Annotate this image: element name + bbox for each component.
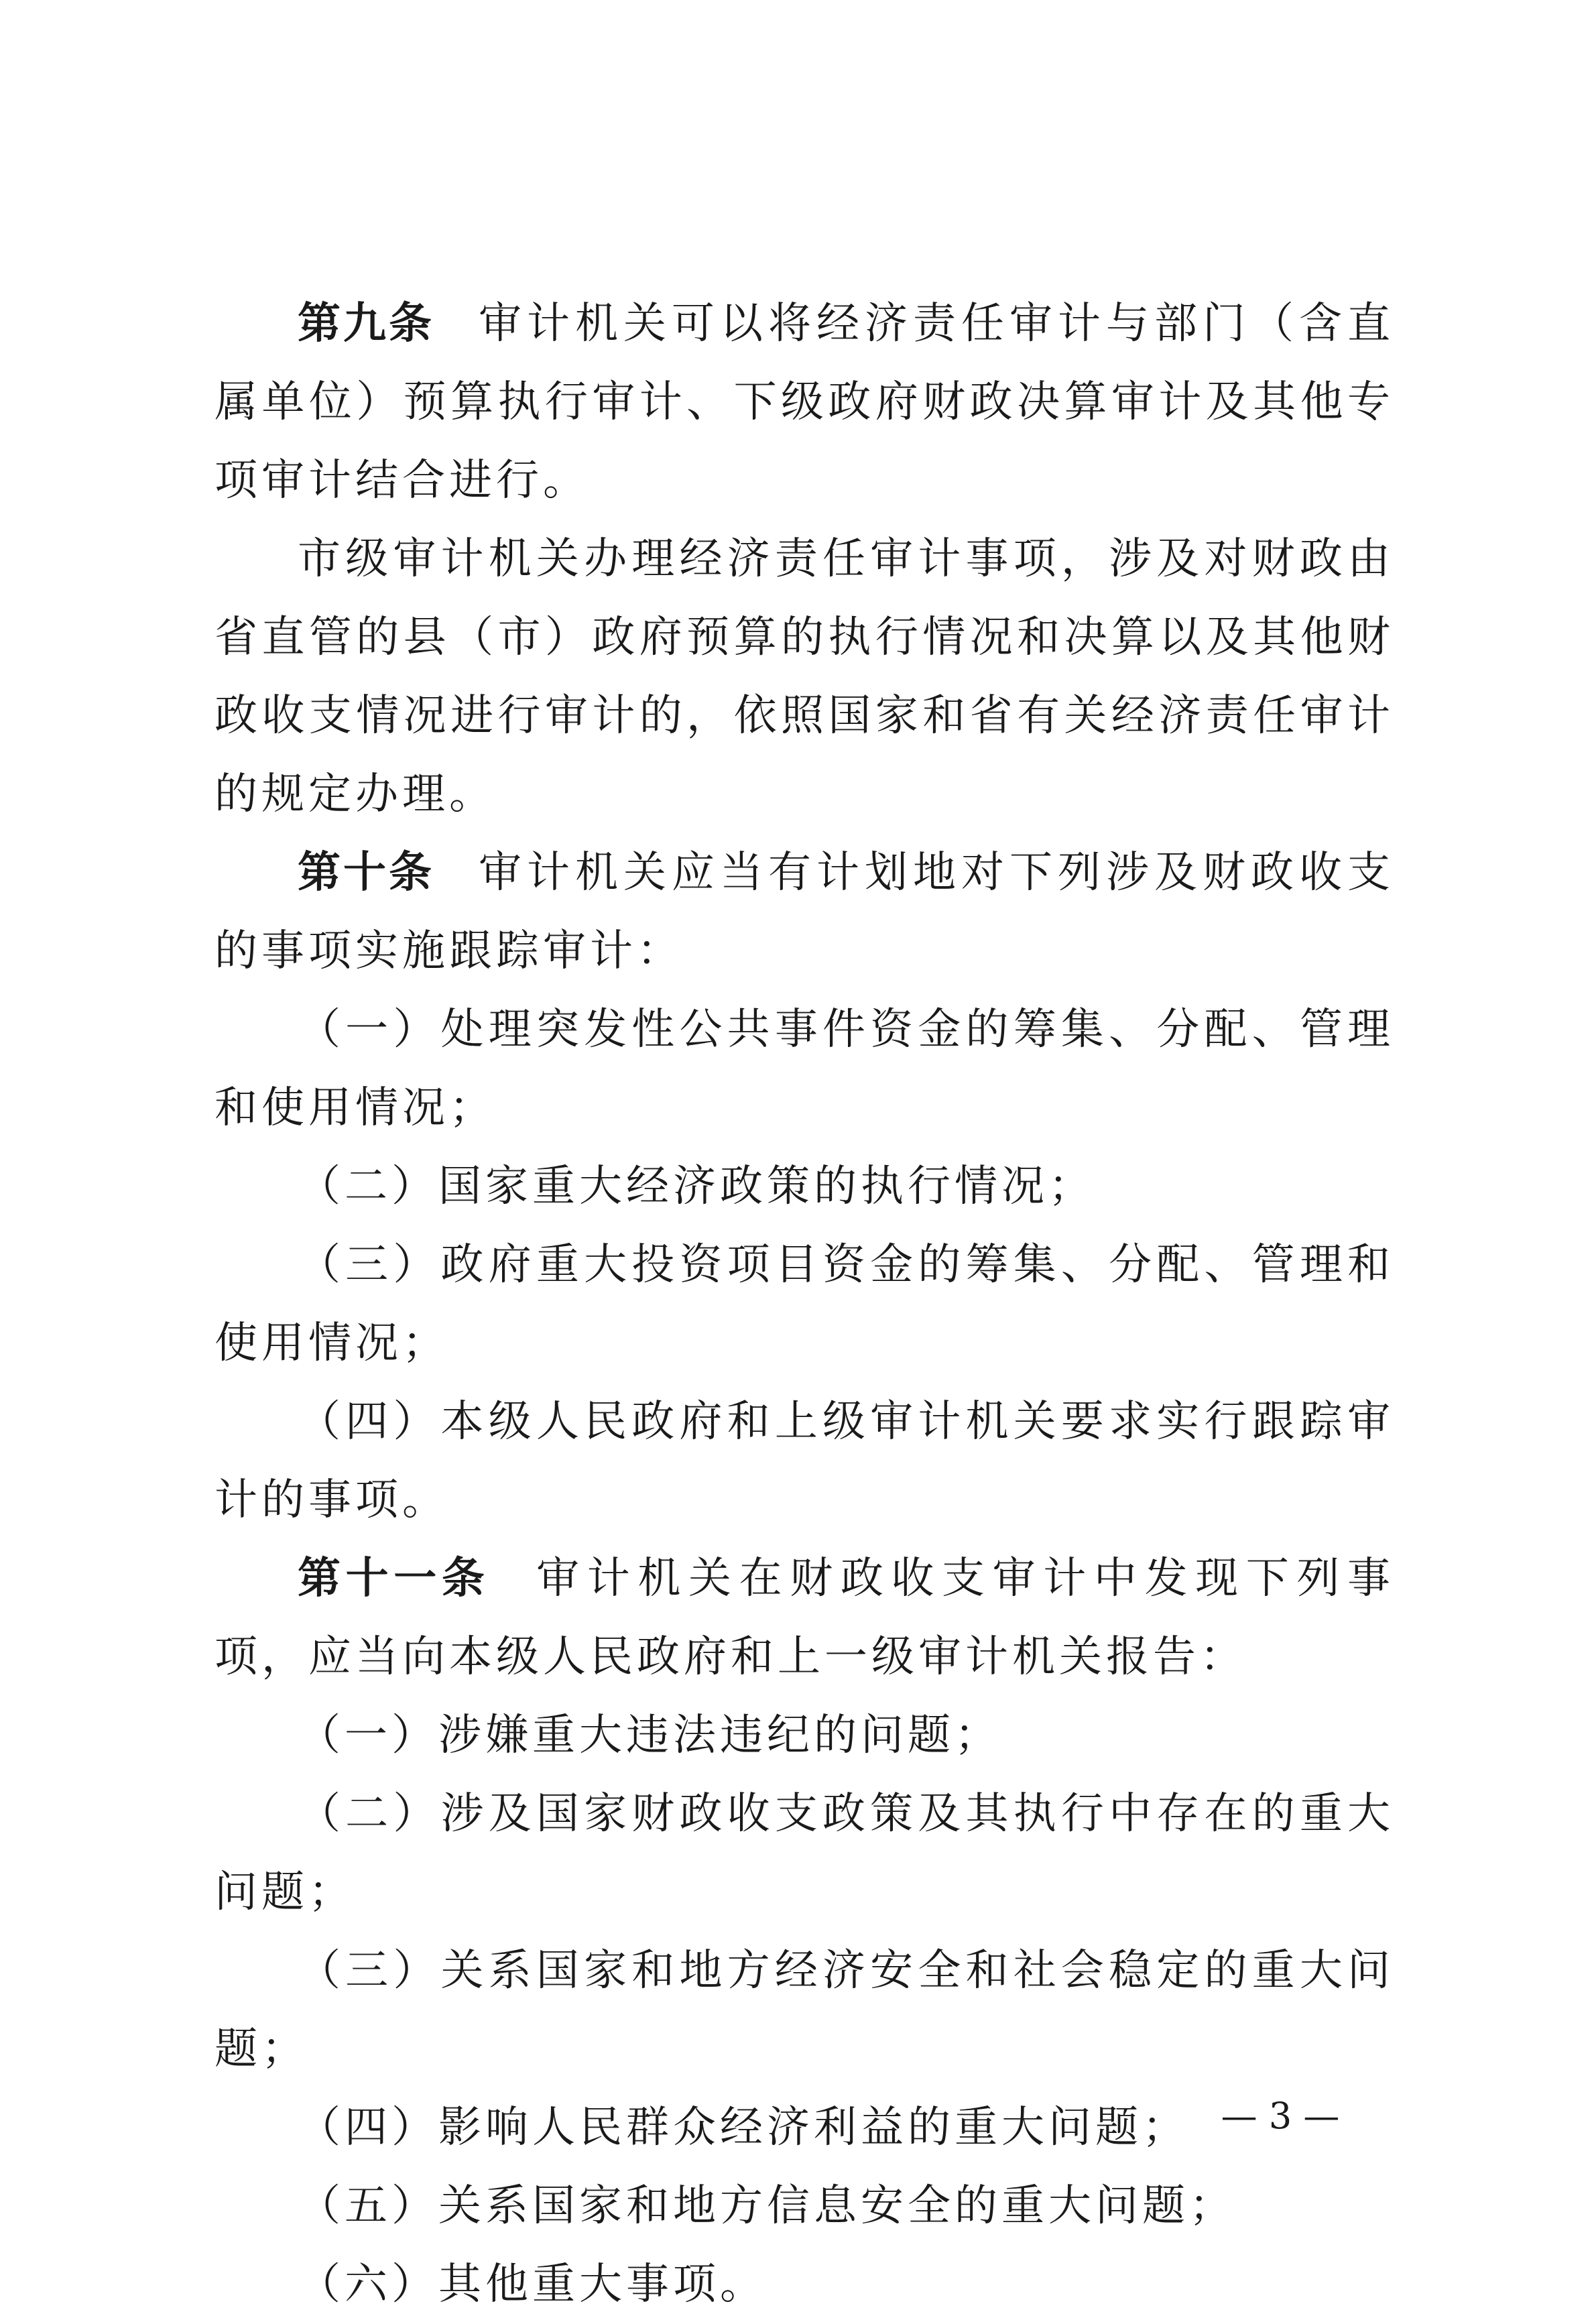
article-11-item-4: （四）影响人民群众经济利益的重大问题； (298, 2103, 1189, 2152)
article-10-text: 审计机关应当有计划地对下列涉及财政收支的事项实施跟踪审计： (214, 848, 1394, 976)
article-11-item-5: （五）关系国家和地方信息安全的重大问题； (298, 2181, 1236, 2231)
article-11-item-1: （一）涉嫌重大违法违纪的问题； (298, 1711, 1001, 1760)
article-9-text: 审计机关可以将经济责任审计与部门（含直属单位）预算执行审计、下级政府财政决算审计及其他专项审计结合进行。 (214, 299, 1394, 505)
article-10-item-3: （三）政府重大投资项目资金的筹集、分配、管理和使用情况； (214, 1240, 1394, 1368)
article-11-item-2: （二）涉及国家财政收支政策及其执行中存在的重大问题； (214, 1789, 1394, 1917)
article-9-paragraph-2: 市级审计机关办理经济责任审计事项，涉及对财政由省直管的县（市）政府预算的执行情况和决算以及其他财政收支情况进行审计的，依照国家和省有关经济责任审计的规定办理。 (214, 534, 1394, 819)
article-10-paragraph (214, 834, 1394, 991)
article-10-item-4: （四）本级人民政府和上级审计机关要求实行跟踪审计的事项。 (214, 1397, 1394, 1525)
article-10-item-1: （一）处理突发性公共事件资金的筹集、分配、管理和使用情况； (214, 1005, 1394, 1133)
article-11-heading: 第十一条 (298, 1554, 490, 1603)
page-number: — 3 — (1221, 2095, 1340, 2137)
article-10-heading: 第十条 (298, 848, 434, 898)
article-11-text: 审计机关在财政收支审计中发现下列事项，应当向本级人民政府和上一级审计机关报告： (214, 1554, 1395, 1682)
article-11-item-6: （六）其他重大事项。 (298, 2260, 767, 2309)
article-11-paragraph (214, 1540, 1394, 1697)
document-body (214, 285, 1394, 2324)
article-10-item-2: （二）国家重大经济政策的执行情况； (298, 1162, 1095, 1211)
article-9-heading: 第九条 (298, 299, 434, 349)
article-11-item-3: （三）关系国家和地方经济安全和社会稳定的重大问题； (214, 1946, 1394, 2074)
article-9-paragraph (214, 285, 1394, 520)
